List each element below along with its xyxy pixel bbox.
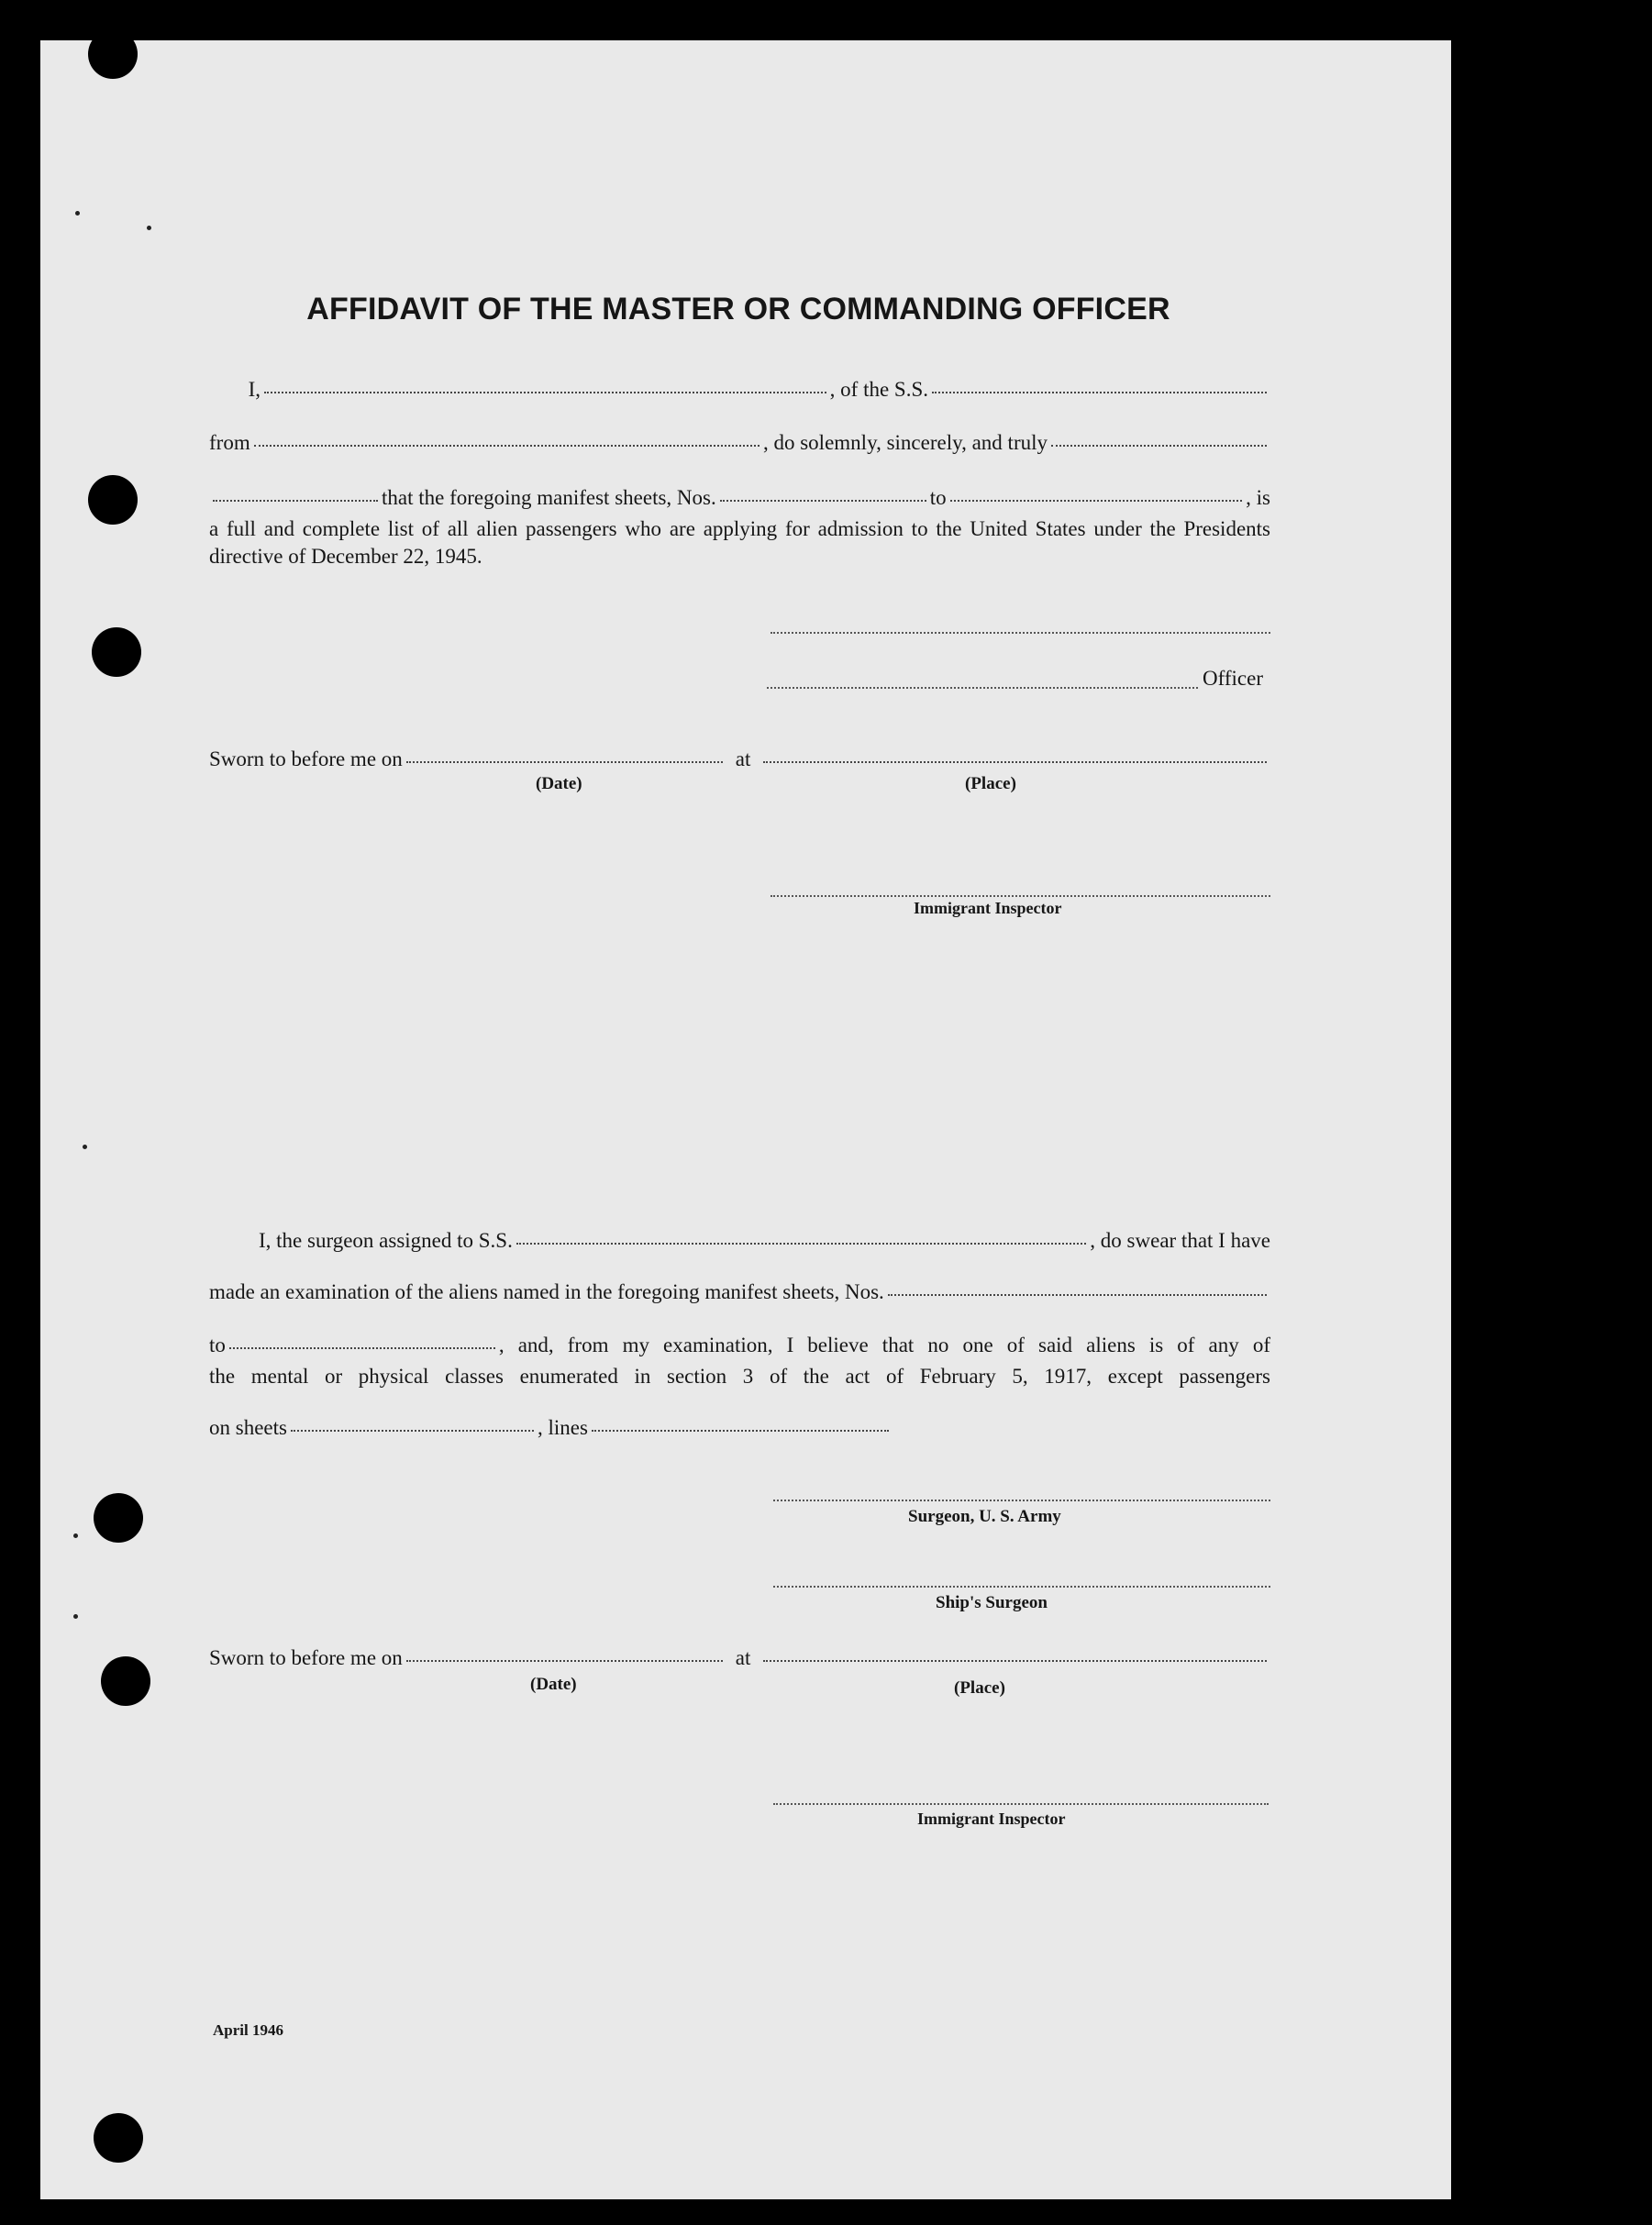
officer-signature-line-1[interactable] <box>771 631 1270 634</box>
at-label: at <box>735 747 751 770</box>
surgeon-line-1 <box>209 1229 1270 1253</box>
surgeon-line-3 <box>209 1334 1270 1357</box>
sworn-date-field[interactable] <box>406 760 723 763</box>
master-statement: a full and complete list of all alien passengers who are applying for admission to the United States under the Presidents directive of December 22, 1945. <box>209 517 1270 568</box>
of-ss-label: , of the S.S. <box>829 378 928 401</box>
swear-label: , do swear that I have <box>1090 1229 1270 1252</box>
binder-hole <box>88 475 138 525</box>
surgeon-inspector-signature-line[interactable] <box>773 1802 1269 1805</box>
surgeon-line-2 <box>209 1280 1270 1304</box>
solemnly-label: , do solemnly, sincerely, and truly <box>762 431 1048 454</box>
to-label: to <box>929 486 947 509</box>
from-port-field[interactable] <box>254 444 759 447</box>
foregoing-label: that the foregoing manifest sheets, Nos. <box>382 486 716 509</box>
sheets-from-field[interactable] <box>720 499 926 502</box>
ship-name-field[interactable] <box>932 391 1267 393</box>
master-line-3 <box>209 486 1270 510</box>
master-line-1 <box>209 378 1270 402</box>
surgeon-place-caption: (Place) <box>954 1678 1005 1698</box>
master-line-2 <box>209 431 1270 455</box>
truly-field[interactable] <box>1051 444 1267 447</box>
is-label: , is <box>1246 486 1270 509</box>
surgeon-at-label: at <box>735 1646 751 1669</box>
surgeon-date-caption: (Date) <box>530 1675 577 1694</box>
binder-hole <box>94 1493 143 1543</box>
binder-hole <box>92 627 141 677</box>
examination-label: made an examination of the aliens named in the foregoing manifest sheets, Nos. <box>209 1280 884 1303</box>
surgeon-sheets-from-field[interactable] <box>888 1293 1267 1296</box>
oath-field[interactable] <box>213 499 378 502</box>
officer-signature-line-2[interactable] <box>767 686 1198 689</box>
ship-surgeon-signature-line[interactable] <box>773 1585 1270 1588</box>
from-label: from <box>209 431 250 454</box>
surgeon-sworn-date-field[interactable] <box>406 1659 723 1662</box>
lines-label: , lines <box>537 1416 588 1439</box>
form-date: April 1946 <box>213 2021 283 2039</box>
surgeon-sheets-to-field[interactable] <box>229 1346 495 1349</box>
sheets-to-field[interactable] <box>950 499 1243 502</box>
ship-surgeon-caption: Ship's Surgeon <box>936 1593 1048 1612</box>
document-page <box>40 40 1451 2199</box>
surgeon-sworn-label: Sworn to before me on <box>209 1646 403 1669</box>
surgeon-to-label: to <box>209 1334 226 1356</box>
master-sworn-line <box>209 747 1270 771</box>
army-surgeon-caption: Surgeon, U. S. Army <box>908 1507 1061 1526</box>
sworn-place-field[interactable] <box>763 760 1267 763</box>
binder-hole <box>88 29 138 79</box>
assigned-label: I, the surgeon assigned to S.S. <box>259 1229 513 1252</box>
date-caption: (Date) <box>536 774 582 793</box>
master-name-field[interactable] <box>264 391 826 393</box>
surgeon-sworn-place-field[interactable] <box>763 1659 1267 1662</box>
surgeon-inspector-caption: Immigrant Inspector <box>917 1810 1066 1828</box>
document-title: AFFIDAVIT OF THE MASTER OR COMMANDING OFFICER <box>306 292 1170 327</box>
except-lines-field[interactable] <box>592 1429 889 1432</box>
sheets-label: on sheets <box>209 1416 287 1439</box>
belief-label: , and, from my examination, I believe that no one of said aliens is of any of <box>498 1334 1270 1356</box>
binder-hole <box>94 2113 143 2163</box>
inspector-signature-line[interactable] <box>771 894 1270 897</box>
surgeon-ship-field[interactable] <box>516 1242 1086 1245</box>
sworn-label: Sworn to before me on <box>209 747 403 770</box>
except-sheets-field[interactable] <box>291 1429 534 1432</box>
army-surgeon-signature-line[interactable] <box>773 1499 1270 1501</box>
place-caption: (Place) <box>965 774 1016 793</box>
officer-label: Officer <box>1203 667 1263 690</box>
classes-text: the mental or physical classes enumerated in section 3 of the act of February 5, 1917, except passengers <box>209 1365 1270 1388</box>
surgeon-line-5 <box>209 1416 893 1440</box>
i-label: I, <box>248 378 261 401</box>
binder-hole <box>101 1656 150 1706</box>
surgeon-sworn-line <box>209 1646 1270 1670</box>
inspector-caption: Immigrant Inspector <box>914 899 1062 917</box>
